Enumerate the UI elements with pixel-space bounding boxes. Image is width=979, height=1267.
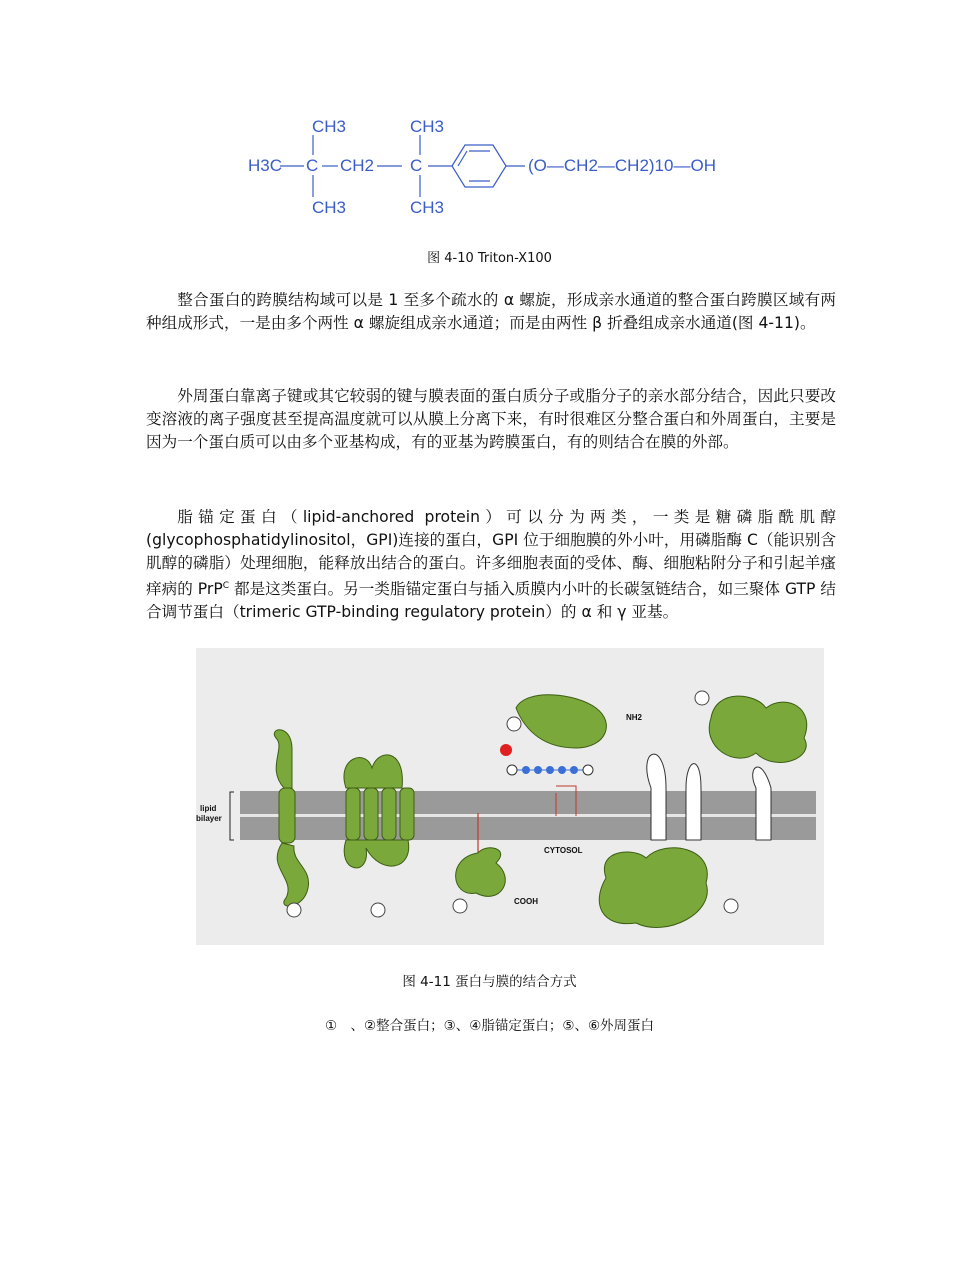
formula-ch2: CH2 [340,156,375,175]
para3-text-1: 脂锚定蛋白（lipid-anchored protein）可以分为两类，一类是糖磷脂酰肌醇(glycophosphatidylinositol，GPI)连接的蛋白，GPI 位于细胞膜的外小叶，用磷脂酶 C（能识别含肌醇的磷脂）处理细胞，能释放出结合的蛋白。许多细胞表面的受体、酶、细胞粘附分子和引起羊瘙痒病的 Pr [146,508,836,599]
lipid-bilayer [240,791,816,840]
paragraph-integral-protein: 整合蛋白的跨膜结构域可以是 1 至多个疏水的 α 螺旋，形成亲水通道的整合蛋白跨膜区域有两种组成形式，一是由多个两性 α 螺旋组成亲水通道；而是由两性 β 折叠组成亲水通道(图 4-11)。 [146,291,836,332]
formula-h3c: H3C [248,156,283,175]
formula-ch3-bottom-1: CH3 [312,198,347,217]
cooh-label: COOH [514,897,538,906]
bilayer-label: bilayer [196,814,222,823]
formula-ch3-top-1: CH3 [312,117,347,136]
figure-caption-4-10: 图 4-10 Triton-X100 [427,251,552,266]
triton-x100-structure [240,105,740,225]
paragraph-peripheral-protein: 外周蛋白靠离子键或其它较弱的键与膜表面的蛋白质分子或脂分子的亲水部分结合，因此只要改变溶液的离子强度甚至提高温度就可以从膜上分离下来，有时很难区分整合蛋白和外周蛋白，主要是因为一个蛋白质可以由多个亚基构成，有的亚基为跨膜蛋白，有的则结合在膜的外部。 [146,387,836,451]
marker-6 [695,691,709,705]
para3-sup-pre: P [213,580,223,599]
marker-2 [371,903,385,917]
para3-sup: C [222,581,230,591]
cytosol-label: CYTOSOL [544,846,583,855]
para3-text-2: 都是这类蛋白。另一类脂锚定蛋白与插入质膜内小叶的长碳氢链结合，如三聚体 GTP 结合调节蛋白（trimeric GTP-binding regulatory protein）的 α 和 γ 亚基。 [146,580,837,622]
membrane-protein-diagram [196,648,824,945]
formula-c-1: C [306,156,319,175]
figure-caption-4-11: 图 4-11 蛋白与膜的结合方式 [402,974,577,990]
figure-legend-4-11: ① 、②整合蛋白；③、④脂锚定蛋白；⑤、⑥外周蛋白 [324,1018,655,1034]
formula-ch3-top-2: CH3 [410,117,445,136]
marker-5 [724,899,738,913]
nh2-label: NH2 [626,713,643,722]
lipid-label: lipid [200,804,217,813]
formula-ch3-bottom-2: CH3 [410,198,445,217]
marker-4 [507,717,521,731]
formula-c-2: C [410,156,423,175]
marker-3 [453,899,467,913]
formula-chain: (O—CH2—CH2)10—OH [528,156,716,175]
paragraph-lipid-anchored [146,506,836,624]
marker-1 [287,903,301,917]
